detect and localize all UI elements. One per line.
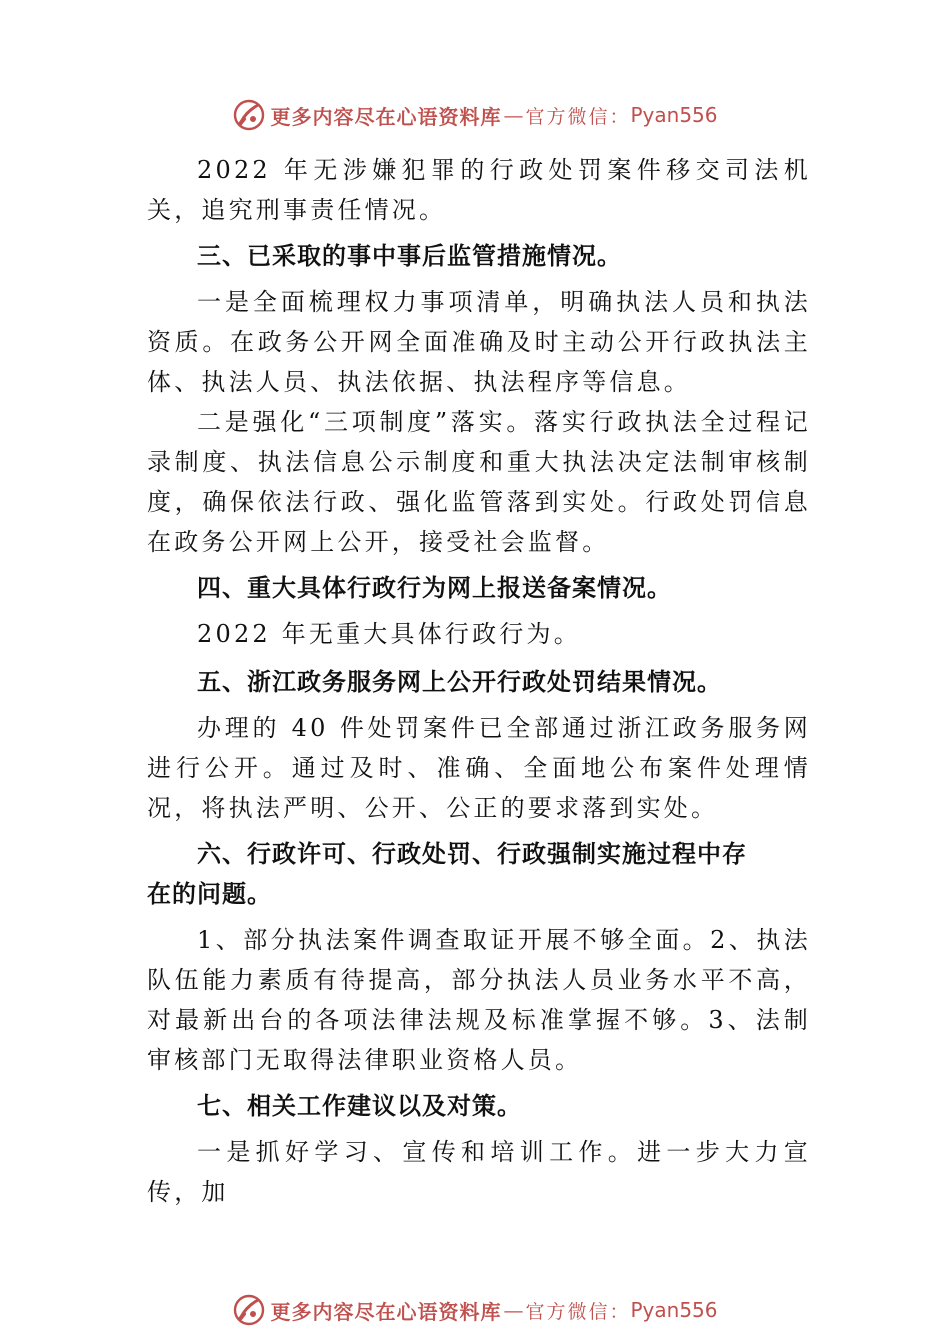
- banner-wechat-id: Pyan556: [630, 1298, 718, 1322]
- section-3-heading: 三、已采取的事中事后监管措施情况。: [197, 242, 622, 270]
- section-4-paragraph-1: 2022 年无重大具体行政行为。: [197, 620, 581, 648]
- banner-main-text: 更多内容尽在心语资料库: [270, 1299, 502, 1324]
- section-5-heading: 五、浙江政务服务网上公开行政处罚结果情况。: [197, 668, 722, 696]
- banner-separator: —: [503, 1298, 524, 1322]
- banner-separator: —: [503, 103, 524, 127]
- section-7-heading: 七、相关工作建议以及对策。: [197, 1092, 522, 1120]
- footer-banner: [0, 1290, 950, 1330]
- section-6-heading-line-1: 六、行政许可、行政处罚、行政强制实施过程中存: [197, 840, 747, 868]
- intro-paragraph: 2022 年无涉嫌犯罪的行政处罚案件移交司法机关，追究刑事责任情况。: [147, 156, 811, 224]
- section-3-paragraph-1: 一是全面梳理权力事项清单，明确执法人员和执法资质。在政务公开网全面准确及时主动公开行政执法主体、执法人员、执法依据、执法程序等信息。: [147, 288, 811, 396]
- section-4-heading: 四、重大具体行政行为网上报送备案情况。: [197, 574, 672, 602]
- brush-logo-icon: [232, 98, 266, 132]
- banner-main-text: 更多内容尽在心语资料库: [270, 104, 502, 129]
- header-banner: [0, 95, 950, 135]
- section-3-paragraph-2: 二是强化“三项制度”落实。落实行政执法全过程记录制度、执法信息公示制度和重大执法决定法制审核制度，确保依法行政、强化监管落到实处。行政处罚信息在政务公开网上公开，接受社会监督。: [147, 408, 811, 556]
- section-7-paragraph-1: 一是抓好学习、宣传和培训工作。进一步大力宣传，加: [147, 1138, 811, 1206]
- section-5-paragraph-1: 办理的 40 件处罚案件已全部通过浙江政务服务网进行公开。通过及时、准确、全面地公布案件处理情况，将执法严明、公开、公正的要求落到实处。: [147, 714, 811, 822]
- section-6-heading-line-2: 在的问题。: [147, 880, 272, 908]
- banner-wechat-label: 官方微信：: [525, 105, 631, 128]
- banner-wechat-label: 官方微信：: [525, 1300, 631, 1323]
- brush-logo-icon: [232, 1293, 266, 1327]
- banner-wechat-id: Pyan556: [630, 103, 718, 127]
- document-body: [147, 150, 811, 1212]
- section-6-paragraph-1: 1、部分执法案件调查取证开展不够全面。2、执法队伍能力素质有待提高，部分执法人员业务水平不高，对最新出台的各项法律法规及标准掌握不够。3、法制审核部门无取得法律职业资格人员。: [147, 926, 811, 1074]
